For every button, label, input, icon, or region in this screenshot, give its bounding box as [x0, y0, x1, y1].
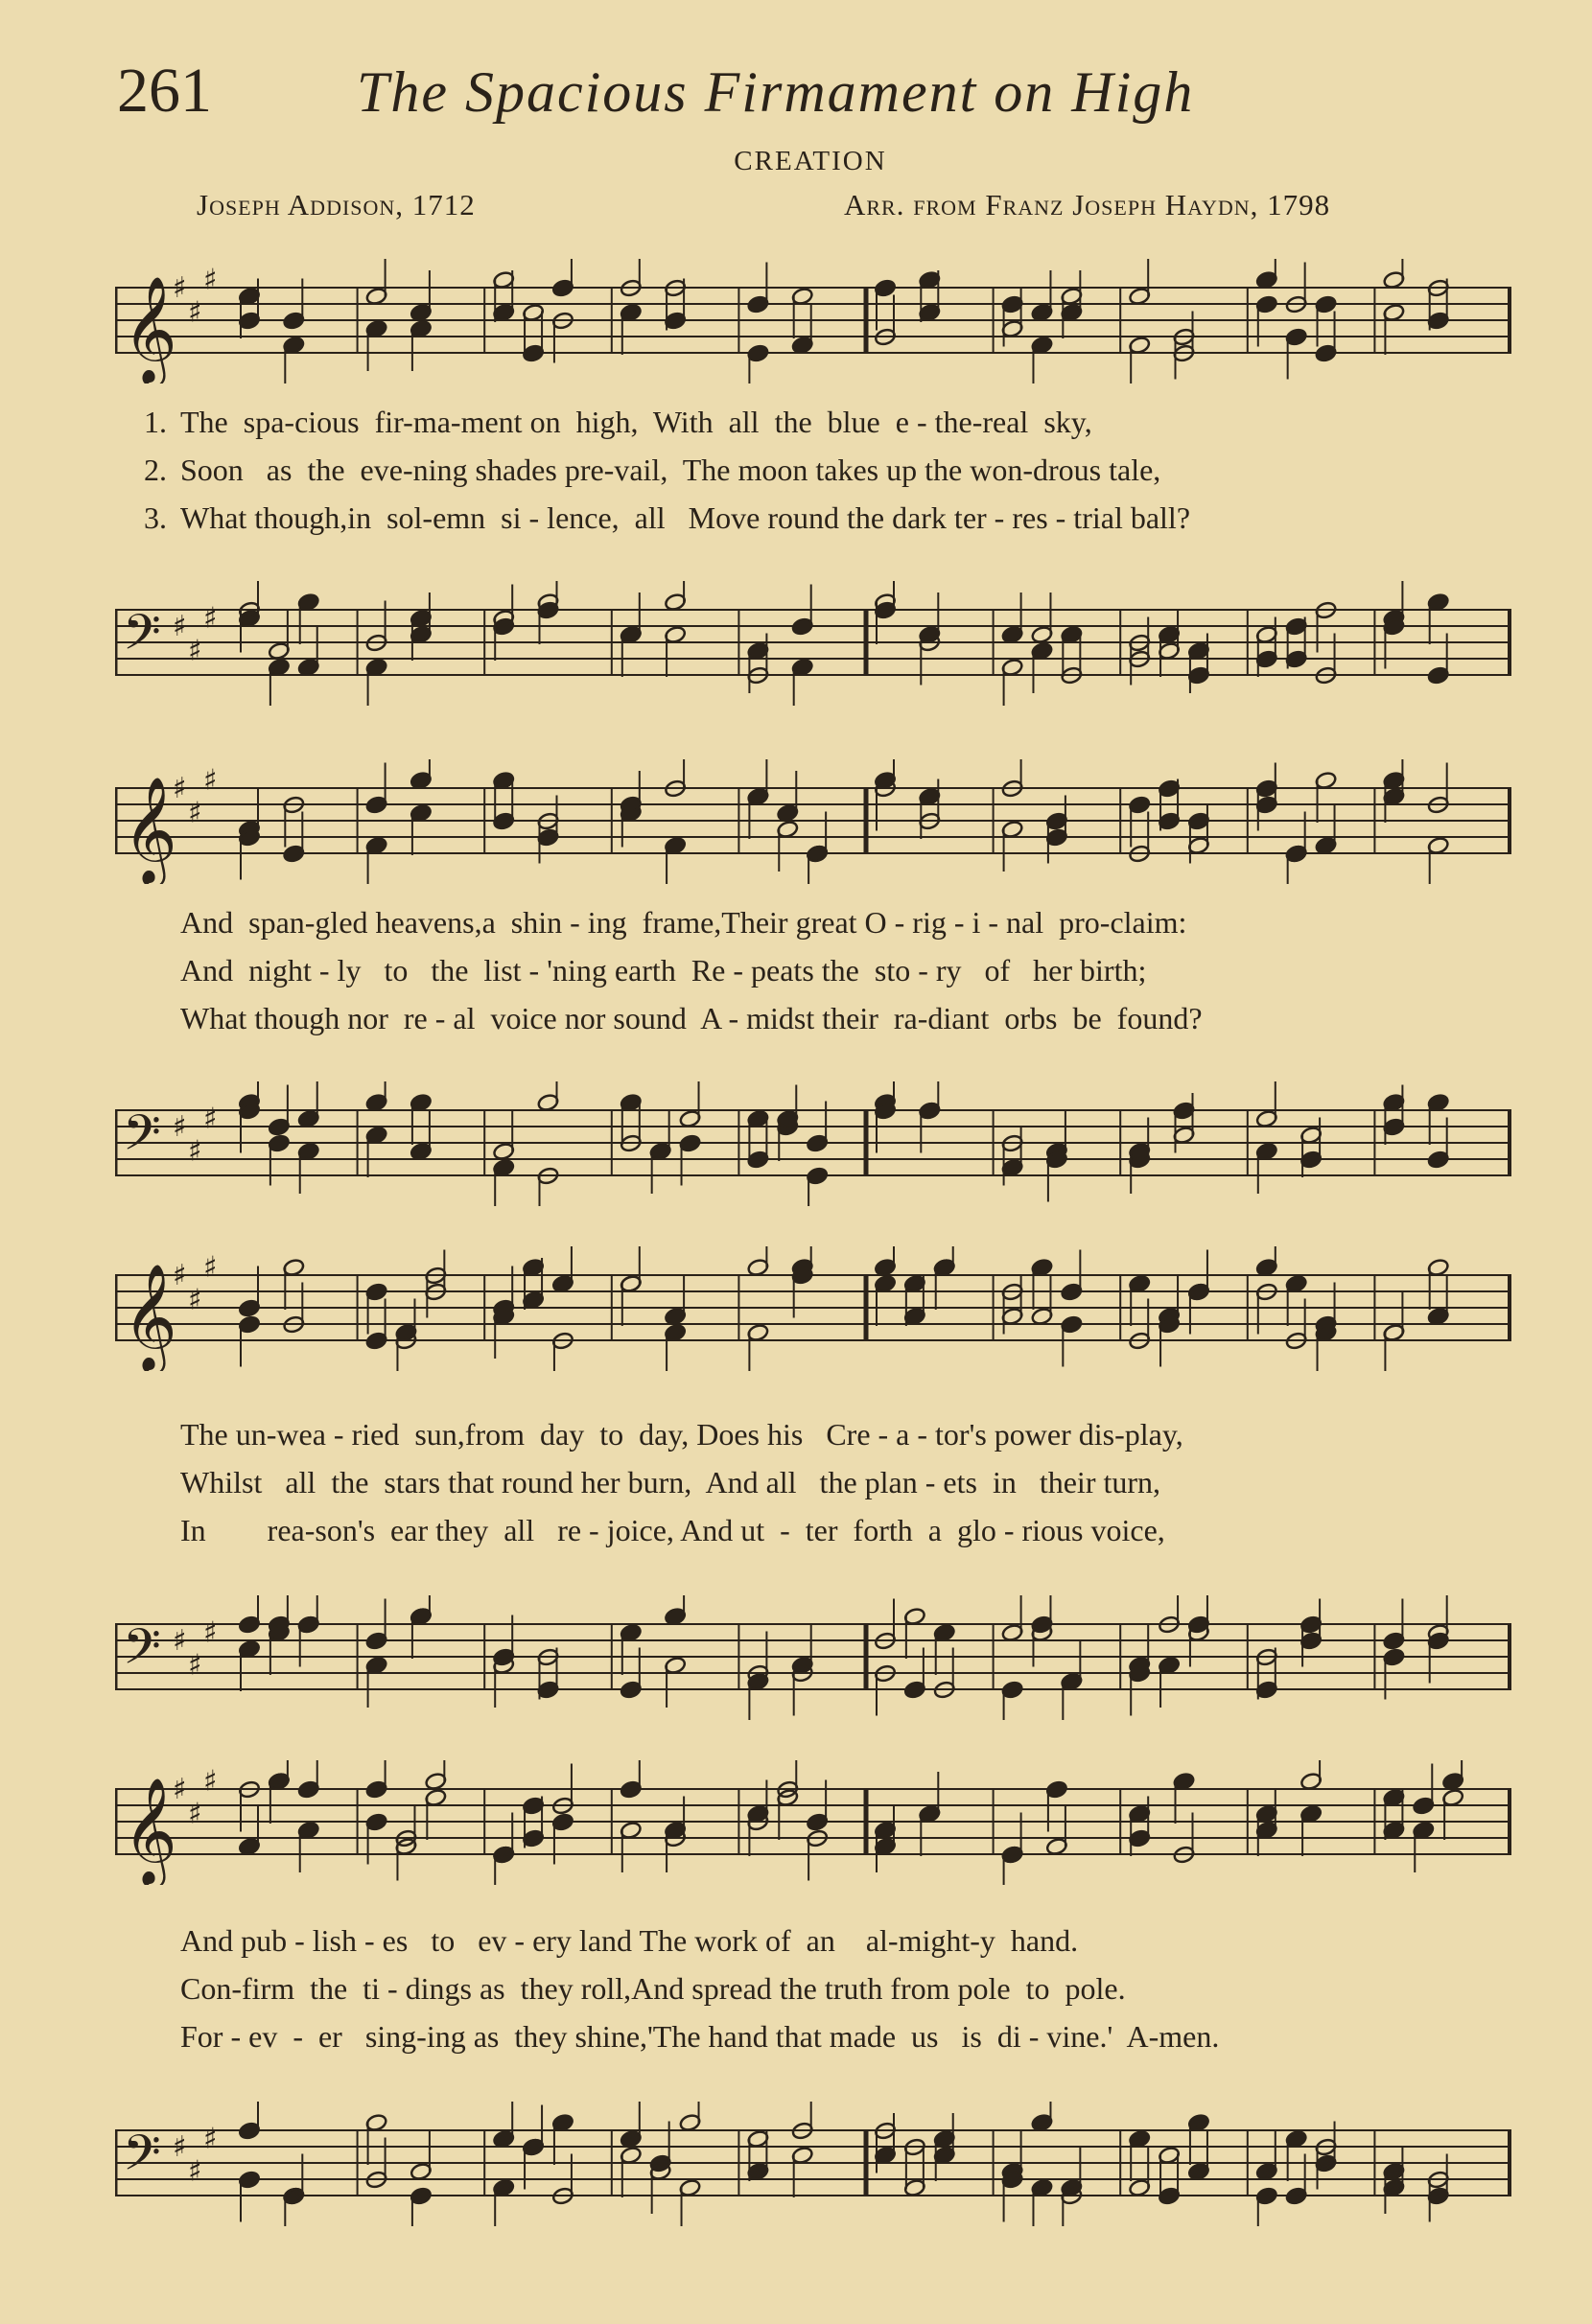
- treble-staff: [115, 759, 1511, 883]
- lyric-line-verse-3: [115, 1003, 1511, 1034]
- sharp-icon: ♯: [203, 1102, 218, 1136]
- lyric-line-verse-3: [115, 1515, 1511, 1545]
- sharp-icon: ♯: [188, 1797, 202, 1831]
- lyric-text: Soon as the eve-ning shades pre-vail, The moon takes up the won-drous tale,: [180, 453, 1161, 487]
- treble-clef-icon: 𝄞: [123, 1263, 177, 1370]
- bass-staff-lines: [115, 581, 1511, 706]
- sharp-icon: ♯: [173, 772, 187, 805]
- lyric-line-verse-1: 1. The spa-cious fir-ma-ment on high, With all the blue e - the-real sky,: [144, 405, 1092, 439]
- lyric-line-verse-1: [115, 1925, 1511, 1956]
- sharp-icon: ♯: [173, 2130, 187, 2164]
- sharp-icon: ♯: [203, 601, 218, 636]
- sharp-icon: ♯: [188, 295, 202, 330]
- sharp-icon: ♯: [203, 263, 218, 297]
- tune-name: CREATION: [734, 146, 887, 176]
- sharp-icon: ♯: [203, 1764, 218, 1799]
- lyric-text: What though nor re - al voice nor sound A - midst their ra-diant orbs be found?: [180, 1001, 1203, 1035]
- sharp-icon: ♯: [173, 610, 187, 643]
- bass-clef-icon: 𝄢: [123, 603, 161, 673]
- sharp-icon: ♯: [173, 1259, 187, 1292]
- lyric-line-verse-3: 3. What though,in sol-emn si - lence, all Move round the dark ter - res - trial ball?: [144, 500, 1191, 535]
- sharp-icon: ♯: [188, 1283, 202, 1317]
- treble-staff-lines: [115, 259, 1511, 383]
- treble-clef-icon: 𝄞: [123, 275, 177, 383]
- lyric-line-verse-2: [115, 1973, 1511, 2004]
- hymn-number: 261: [117, 56, 212, 126]
- treble-clef-icon: 𝄞: [123, 776, 177, 883]
- lyric-text: For - ev - er sing-ing as they shine,'The hand that made us is di - vine.' A-men.: [180, 2019, 1220, 2054]
- treble-staff: [115, 1760, 1511, 1884]
- bass-staff: [115, 1595, 1511, 1710]
- lyric-text: What though,in sol-emn si - lence, all Move round the dark ter - res - trial ball?: [180, 500, 1191, 535]
- bass-staff: [115, 2102, 1511, 2217]
- treble-staff-lines: [115, 1760, 1511, 1885]
- lyric-text: And pub - lish - es to ev - ery land The work of an al-might-y hand.: [180, 1923, 1079, 1958]
- lyric-line-verse-2: [115, 955, 1511, 986]
- lyric-text: And night - ly to the list - 'ning earth Re - peats the sto - ry of her birth;: [180, 953, 1147, 988]
- sharp-icon: ♯: [173, 1110, 187, 1144]
- treble-staff-lines: [115, 1246, 1511, 1371]
- bass-clef-icon: 𝄢: [123, 2124, 161, 2194]
- lyric-text: The spa-cious fir-ma-ment on high, With all the blue e - the-real sky,: [180, 405, 1092, 439]
- bass-staff-lines: [115, 2102, 1511, 2226]
- lyric-text: Con-firm the ti - dings as they roll,And spread the truth from pole to pole.: [180, 1971, 1126, 2006]
- lyric-line-verse-3: [115, 2021, 1511, 2052]
- sharp-icon: ♯: [188, 796, 202, 830]
- sharp-icon: ♯: [203, 1250, 218, 1285]
- treble-staff: [115, 259, 1511, 383]
- author-credit: Joseph Addison, 1712: [197, 188, 476, 221]
- lyric-text: Whilst all the stars that round her burn, And all the plan - ets in their turn,: [180, 1465, 1161, 1499]
- sharp-icon: ♯: [188, 634, 202, 668]
- lyric-text: In rea-son's ear they all re - joice, And ut - ter forth a glo - rious voice,: [180, 1513, 1165, 1547]
- bass-staff: [115, 581, 1511, 696]
- sharp-icon: ♯: [188, 2154, 202, 2189]
- lyric-line-verse-2: [115, 1467, 1511, 1498]
- sharp-icon: ♯: [203, 2122, 218, 2156]
- lyric-line-verse-1: [115, 1419, 1511, 1450]
- lyric-line-verse-1: [115, 907, 1511, 938]
- lyric-line-verse-2: 2. Soon as the eve-ning shades pre-vail, The moon takes up the won-drous tale,: [144, 453, 1161, 487]
- lyric-text: The un-wea - ried sun,from day to day, Does his Cre - a - tor's power dis-play,: [180, 1417, 1183, 1452]
- bass-staff-lines: [115, 1081, 1511, 1206]
- bass-clef-icon: 𝄢: [123, 1617, 161, 1687]
- composer-credit: Arr. from Franz Joseph Haydn, 1798: [844, 188, 1331, 221]
- bass-staff: [115, 1081, 1511, 1197]
- treble-clef-icon: 𝄞: [123, 1777, 177, 1884]
- sharp-icon: ♯: [173, 1773, 187, 1806]
- sharp-icon: ♯: [188, 1134, 202, 1169]
- sharp-icon: ♯: [173, 1624, 187, 1658]
- treble-staff: [115, 1246, 1511, 1370]
- hymn-title: The Spacious Firmament on High: [357, 60, 1195, 124]
- sharp-icon: ♯: [188, 1648, 202, 1683]
- sharp-icon: ♯: [203, 1615, 218, 1650]
- lyric-text: And span-gled heavens,a shin - ing frame,Their great O - rig - i - nal pro-claim:: [180, 905, 1187, 940]
- sharp-icon: ♯: [173, 271, 187, 305]
- bass-clef-icon: 𝄢: [123, 1104, 161, 1174]
- bass-staff-lines: [115, 1595, 1511, 1720]
- treble-staff-lines: [115, 759, 1511, 884]
- sharp-icon: ♯: [203, 763, 218, 798]
